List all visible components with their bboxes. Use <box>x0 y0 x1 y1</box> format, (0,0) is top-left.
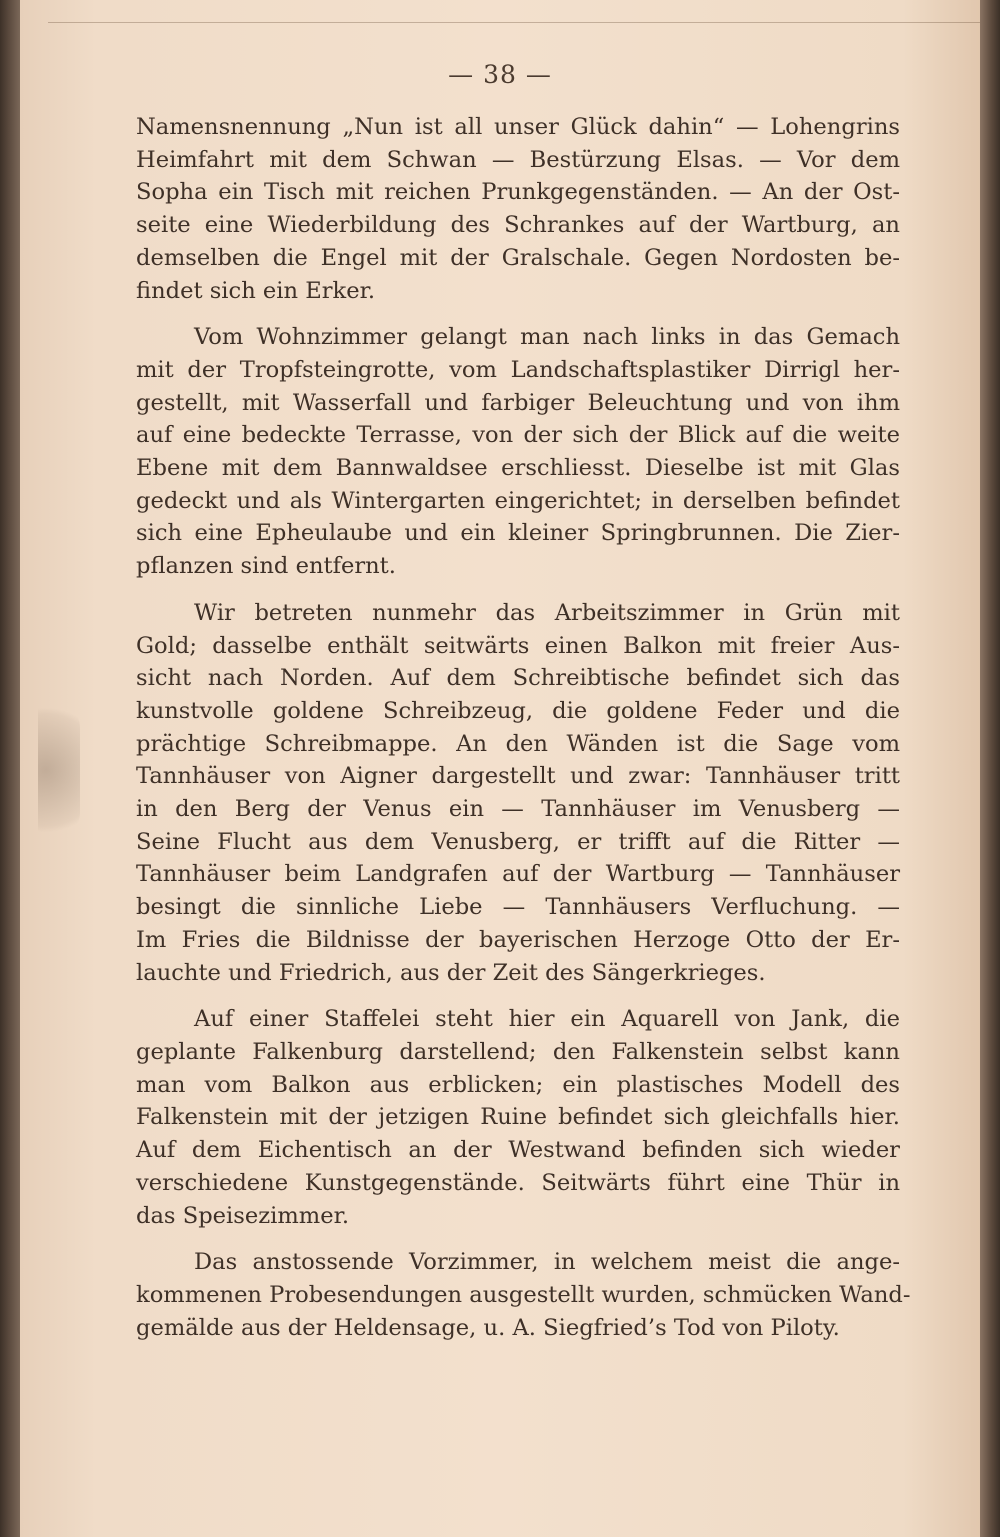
text-line: man vom Balkon aus erblicken; ein plastisches Modell des <box>136 1071 900 1098</box>
text-line: pflanzen sind entfernt. <box>136 553 396 580</box>
text-line: gestellt, mit Wasserfall und farbiger Beleuchtung und von ihm <box>136 389 900 416</box>
text-line: Gold; dasselbe enthält seitwärts einen Balkon mit freier Aus- <box>136 632 900 659</box>
text-line: prächtige Schreibmappe. An den Wänden ist die Sage vom <box>136 730 900 757</box>
text-line: Ebene mit dem Bannwaldsee erschliesst. Dieselbe ist mit Glas <box>136 455 900 482</box>
text-line: Seine Flucht aus dem Venusberg, er trifft auf die Ritter — <box>136 828 900 855</box>
text-line: kunstvolle goldene Schreibzeug, die goldene Feder und die <box>136 697 900 724</box>
text-line: Vom Wohnzimmer gelangt man nach links in das Gemach <box>194 324 900 351</box>
text-line: Sopha ein Tisch mit reichen Prunkgegenständen. — An der Ost- <box>136 179 900 206</box>
left-page-shadow <box>38 700 80 840</box>
paragraph-5 <box>136 1246 911 1344</box>
text-line: Falkenstein mit der jetzigen Ruine befindet sich gleichfalls hier. <box>136 1104 900 1131</box>
text-line: Tannhäuser beim Landgrafen auf der Wartburg — Tannhäuser <box>136 861 900 888</box>
paragraph-3 <box>136 597 900 989</box>
text-line: besingt die sinnliche Liebe — Tannhäusers Verfluchung. — <box>136 894 900 921</box>
paragraph-4 <box>136 1003 900 1232</box>
page-number: — 38 — <box>448 60 552 89</box>
text-line: Das anstossende Vorzimmer, in welchem meist die ange- <box>194 1249 900 1276</box>
text-line: lauchte und Friedrich, aus der Zeit des Sängerkrieges. <box>136 959 766 986</box>
text-line: Im Fries die Bildnisse der bayerischen Herzoge Otto der Er- <box>136 926 900 953</box>
paragraph-1 <box>136 111 900 307</box>
text-line: Tannhäuser von Aigner dargestellt und zwar: Tannhäuser tritt <box>136 763 900 790</box>
body-text <box>136 111 911 1358</box>
binding-edge-left <box>0 0 20 1537</box>
text-line: in den Berg der Venus ein — Tannhäuser im Venusberg — <box>136 796 900 823</box>
text-line: Namensnennung „Nun ist all unser Glück dahin“ — Lohengrins <box>136 114 900 140</box>
text-line: findet sich ein Erker. <box>136 277 376 304</box>
text-line: Auf dem Eichentisch an der Westwand befinden sich wieder <box>136 1137 900 1164</box>
text-line: sich eine Epheulaube und ein kleiner Springbrunnen. Die Zier- <box>136 520 900 547</box>
binding-edge-right <box>980 0 1000 1537</box>
text-line: sicht nach Norden. Auf dem Schreibtische befindet sich das <box>136 665 900 692</box>
text-line: gemälde aus der Heldensage, u. A. Siegfried’s Tod von Piloty. <box>136 1314 840 1341</box>
text-line: auf eine bedeckte Terrasse, von der sich der Blick auf die weite <box>136 422 900 449</box>
top-page-border <box>48 22 992 23</box>
text-line: gedeckt und als Wintergarten eingerichtet; in derselben befindet <box>136 487 900 514</box>
text-line: mit der Tropfsteingrotte, vom Landschaftsplastiker Dirrigl her- <box>136 356 900 383</box>
paragraph-2 <box>136 321 900 583</box>
text-line: demselben die Engel mit der Gralschale. Gegen Nordosten be- <box>136 244 900 271</box>
text-line: Heimfahrt mit dem Schwan — Bestürzung Elsas. — Vor dem <box>136 146 900 173</box>
text-line: Auf einer Staffelei steht hier ein Aquarell von Jank, die <box>194 1006 900 1033</box>
text-line: seite eine Wiederbildung des Schrankes auf der Wartburg, an <box>136 212 900 239</box>
text-line: Wir betreten nunmehr das Arbeitszimmer in Grün mit <box>194 599 900 626</box>
text-line: verschiedene Kunstgegenstände. Seitwärts führt eine Thür in <box>136 1169 900 1196</box>
text-line: das Speisezimmer. <box>136 1202 350 1229</box>
text-line: kommenen Probesendungen ausgestellt wurden, schmücken Wand- <box>136 1281 911 1308</box>
text-line: geplante Falkenburg darstellend; den Falkenstein selbst kann <box>136 1038 900 1065</box>
